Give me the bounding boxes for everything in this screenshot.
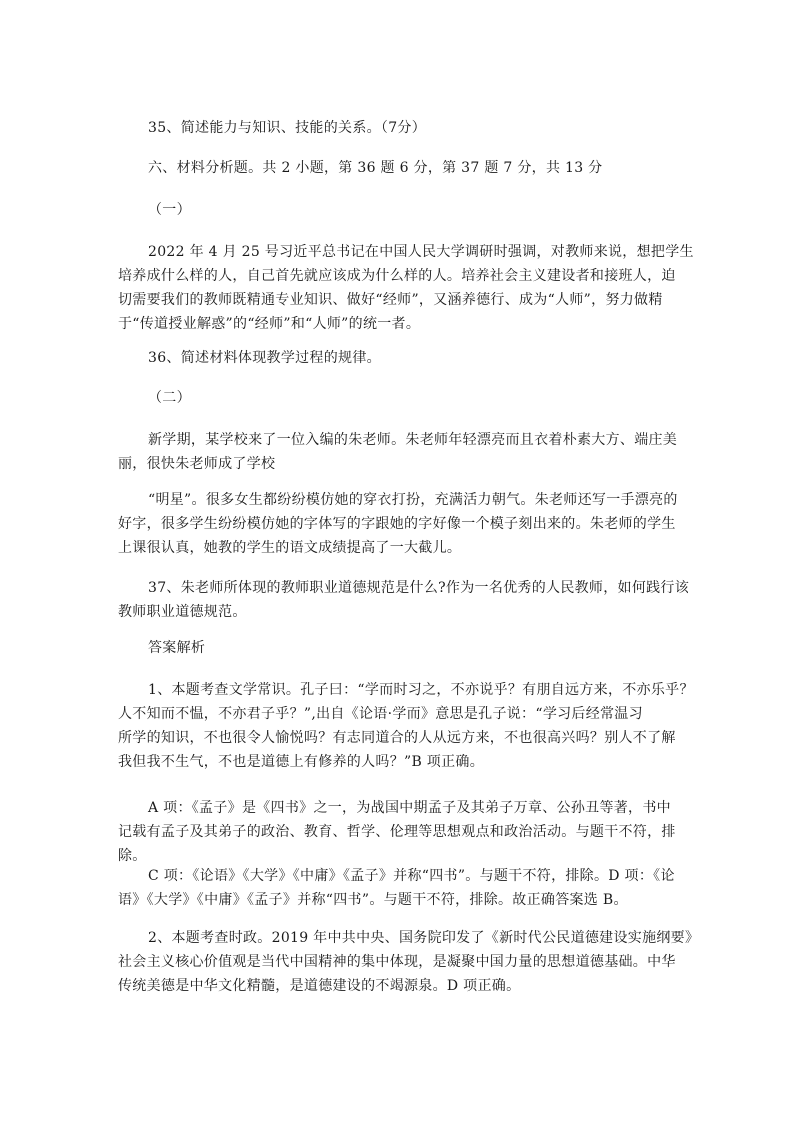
material-1-paragraph [118, 240, 698, 336]
answer-1 [118, 678, 698, 774]
text-line: 语》《大学》《中庸》《孟子》并称“四书”。与题干不符，排除。故正确答案选 B。 [118, 892, 628, 908]
material-2-label: （二） [148, 390, 191, 406]
text-line: 社会主义核心价值观是当代中国精神的集中体现，是凝聚中国力量的思想道德基础。中华 [118, 954, 676, 970]
text-line: A 项：《孟子》是《四书》之一，为战国中期孟子及其弟子万章、公孙丑等著，书中 [148, 800, 671, 816]
text-line: 新学期，某学校来了一位入编的朱老师。朱老师年轻漂亮而且衣着朴素大方、端庄美 [148, 432, 678, 448]
text-line: 37、朱老师所体现的教师职业道德规范是什么?作为一名优秀的人民教师，如何践行该 [148, 580, 690, 596]
text-line: 传统美德是中华文化精髓，是道德建设的不竭源泉。D 项正确。 [118, 978, 521, 994]
material-2-paragraph-b [118, 488, 698, 560]
text-line: 所学的知识，不也很令人愉悦吗？有志同道合的人从远方来，不也很高兴吗？别人不了解 [118, 730, 676, 746]
text-line: 丽，很快朱老师成了学校 [118, 456, 276, 472]
text-line: 教师职业道德规范。 [118, 604, 247, 620]
answer-heading: 答案解析 [148, 640, 206, 656]
text-line: 人不知而不愠，不亦君子乎？”,出自《论语·学而》意思是孔子说：“学习后经常温习 [118, 706, 643, 722]
text-line: 我但我不生气，不也是道德上有修养的人吗？”B 项正确。 [118, 754, 484, 770]
text-line: “明星”。很多女生都纷纷模仿她的穿衣打扮，充满活力朝气。朱老师还写一手漂亮的 [148, 492, 678, 508]
question-36: 36、简述材料体现教学过程的规律。 [148, 350, 381, 366]
material-1-label: （一） [148, 202, 191, 218]
text-line: 上课很认真，她教的学生的语文成绩提高了一大截儿。 [118, 540, 462, 556]
text-line: 2、本题考查时政。2019 年中共中央、国务院印发了《新时代公民道德建设实施纲要》 [148, 930, 700, 946]
text-line: C 项：《论语》《大学》《中庸》《孟子》并称“四书”。与题干不符，排除。D 项：《论 [148, 868, 675, 884]
question-37 [118, 576, 698, 624]
material-2-paragraph-a [118, 428, 698, 476]
text-line: 切需要我们的教师既精通专业知识、做好“经师”，又涵养德行、成为“人师”，努力做精 [118, 292, 663, 308]
text-line: 2022 年 4 月 25 号习近平总书记在中国人民大学调研时强调，对教师来说，想把学生 [148, 244, 694, 260]
text-line: 1、本题考查文学常识。孔子曰：“学而时习之，不亦说乎？有朋自远方来，不亦乐乎？ [148, 682, 694, 698]
answer-1-option-a [118, 796, 698, 868]
text-line: 好字，很多学生纷纷模仿她的字体写的字跟她的字好像一个模子刻出来的。朱老师的学生 [118, 516, 676, 532]
text-line: 培养成什么样的人，自己首先就应该成为什么样的人。培养社会主义建设者和接班人，迫 [118, 268, 676, 284]
question-35: 35、简述能力与知识、技能的关系。（7分） [148, 120, 427, 136]
text-line: 除。 [118, 848, 147, 864]
answer-1-option-c-d [118, 864, 698, 912]
text-line: 于“传道授业解惑”的“经师”和“人师”的统一者。 [118, 316, 421, 332]
section-6-heading: 六、材料分析题。共 2 小题，第 36 题 6 分，第 37 题 7 分，共 13 分 [148, 160, 603, 176]
answer-2 [118, 926, 698, 998]
text-line: 记载有孟子及其弟子的政治、教育、哲学、伦理等思想观点和政治活动。与题干不符，排 [118, 824, 676, 840]
